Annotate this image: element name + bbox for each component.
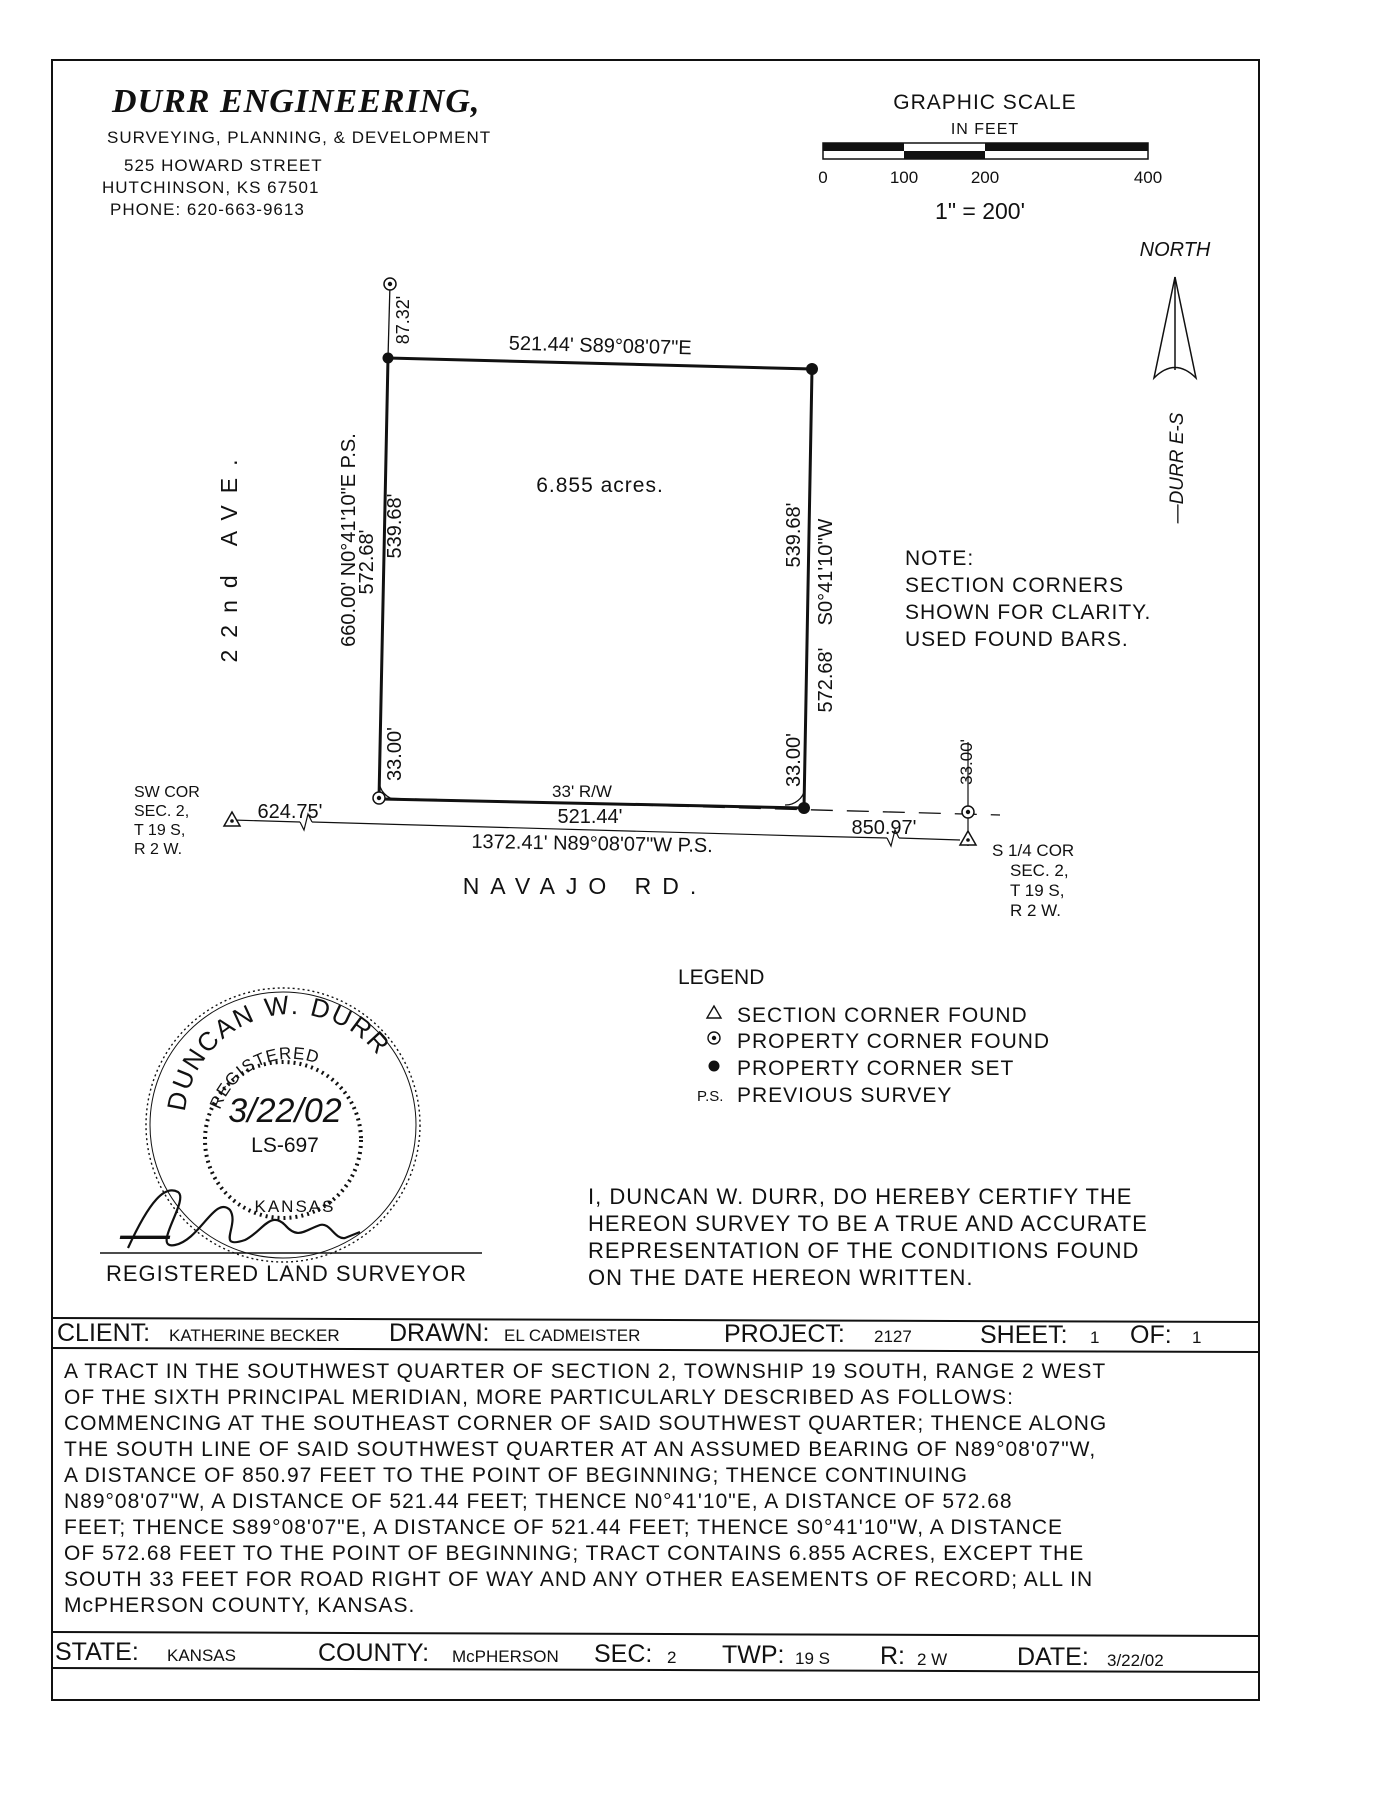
svg-text:NOTE:: NOTE:: [905, 547, 975, 570]
scale-units: IN FEET: [950, 121, 1020, 138]
scale-title: GRAPHIC SCALE: [893, 91, 1077, 114]
property-corner-found-marker: [962, 806, 974, 818]
seal-state: KANSAS: [254, 1197, 336, 1216]
svg-text:OF 572.68 FEET TO THE POINT OF: OF 572.68 FEET TO THE POINT OF BEGINNING; TRACT CONTAINS 6.855 ACRES, EXCEPT THE: [64, 1542, 1085, 1565]
range-value: 2 W: [917, 1650, 948, 1669]
west-row-label: 33.00': [384, 727, 406, 781]
state-value: KANSAS: [167, 1646, 236, 1665]
svg-text:A TRACT IN THE SOUTHWEST QUART: A TRACT IN THE SOUTHWEST QUARTER OF SECTION 2, TOWNSHIP 19 SOUTH, RANGE 2 WEST: [64, 1360, 1107, 1383]
client-label: CLIENT:: [57, 1319, 151, 1347]
section-corner-found-marker: [960, 831, 976, 845]
svg-text:McPHERSON COUNTY, KANSAS.: McPHERSON COUNTY, KANSAS.: [64, 1594, 416, 1617]
drawn-value: EL CADMEISTER: [504, 1326, 641, 1345]
svg-text:SOUTH 33 FEET FOR ROAD RIGHT O: SOUTH 33 FEET FOR ROAD RIGHT OF WAY AND ANY OTHER EASEMENTS OF RECORD; ALL IN: [64, 1568, 1094, 1591]
property-corner-set-marker: [806, 363, 818, 375]
scale-tick: 200: [970, 168, 1000, 187]
svg-text:ON THE DATE HEREON WRITTEN.: ON THE DATE HEREON WRITTEN.: [588, 1265, 974, 1290]
scale-tick: 0: [818, 168, 828, 187]
certification-statement: [588, 1184, 1148, 1290]
s14-row-label: 33.00': [957, 739, 976, 785]
seal-date: 3/22/02: [228, 1092, 342, 1130]
of-value: 1: [1192, 1328, 1202, 1347]
svg-text:SECTION CORNERS: SECTION CORNERS: [905, 574, 1125, 597]
svg-text:SEC. 2,: SEC. 2,: [1010, 861, 1069, 880]
parcel-boundary: [379, 358, 812, 808]
note-block: [905, 547, 1151, 651]
drawn-label: DRAWN:: [389, 1319, 490, 1347]
svg-text:COMMENCING AT THE SOUTHEAST CO: COMMENCING AT THE SOUTHEAST CORNER OF SAID SOUTHWEST QUARTER; THENCE ALONG: [64, 1412, 1108, 1435]
project-value: 2127: [874, 1327, 912, 1346]
property-corner-found-marker: [373, 792, 385, 804]
svg-text:S 1/4 COR: S 1/4 COR: [992, 841, 1075, 860]
twp-value: 19 S: [795, 1649, 830, 1668]
state-label: STATE:: [55, 1638, 139, 1666]
area-label: 6.855 acres.: [536, 474, 664, 497]
west-line-extension: [388, 284, 390, 358]
east-bearing-label: S0°41'10"W: [815, 518, 837, 626]
scale-ratio: 1" = 200': [935, 198, 1025, 224]
sec-value: 2: [667, 1648, 677, 1667]
sheet-value: 1: [1090, 1328, 1100, 1347]
sw-corner-label: [134, 784, 200, 858]
footer-rule: [52, 1632, 1259, 1636]
range-label: R:: [880, 1642, 905, 1670]
legend-title: LEGEND: [678, 966, 765, 989]
west-line-label: 660.00' N0°41'10"E P.S.: [338, 433, 360, 647]
surveyor-signature: —: [120, 1205, 170, 1261]
county-value: McPHERSON: [452, 1647, 559, 1666]
seal-registered: REGISTERED: [205, 1043, 322, 1112]
street-south-label: NAVAJO RD.: [462, 873, 708, 899]
property-corner-set-marker: [798, 802, 810, 814]
firm-address-1: 525 HOWARD STREET: [124, 156, 323, 175]
svg-text:T 19 S,: T 19 S,: [134, 822, 186, 839]
property-corner-found-marker: [384, 278, 396, 290]
date-label: DATE:: [1017, 1643, 1089, 1671]
east-total-label: 572.68': [815, 647, 837, 713]
west-inner-label: 539.68': [384, 493, 406, 559]
legend: [678, 966, 1050, 1107]
svg-text:REPRESENTATION OF THE CONDITIO: REPRESENTATION OF THE CONDITIONS FOUND: [588, 1238, 1140, 1263]
svg-text:THE SOUTH LINE OF SAID SOUTHWE: THE SOUTH LINE OF SAID SOUTHWEST QUARTER AT AN ASSUMED BEARING OF N89°08'07"W,: [64, 1438, 1097, 1461]
svg-text:N89°08'07"W, A DISTANCE OF 521: N89°08'07"W, A DISTANCE OF 521.44 FEET; THENCE N0°41'10"E, A DISTANCE OF 572.68: [64, 1490, 1013, 1513]
firm-name: DURR ENGINEERING,: [112, 83, 481, 120]
project-label: PROJECT:: [724, 1320, 845, 1348]
svg-text:R 2 W.: R 2 W.: [134, 841, 183, 858]
client-value: KATHERINE BECKER: [169, 1326, 340, 1345]
dot-icon: [709, 1061, 720, 1072]
county-label: COUNTY:: [318, 1639, 430, 1667]
scale-tick: 100: [889, 168, 919, 187]
svg-text:FEET; THENCE S89°08'07"E, A DI: FEET; THENCE S89°08'07"E, A DISTANCE OF 521.44 FEET; THENCE S0°41'10"W, A DISTANCE: [64, 1516, 1064, 1539]
section-corner-found-marker: [224, 812, 240, 826]
street-west-label: 22nd AVE.: [216, 447, 242, 663]
scale-bar-seg: [985, 143, 1148, 151]
firm-tagline: SURVEYING, PLANNING, & DEVELOPMENT: [107, 128, 492, 147]
legend-item-label: PROPERTY CORNER SET: [737, 1057, 1015, 1080]
svg-text:SEC. 2,: SEC. 2,: [134, 803, 190, 820]
scale-tick: 400: [1133, 168, 1163, 187]
scale-bar-seg: [823, 143, 904, 151]
legend-item-label: PREVIOUS SURVEY: [737, 1084, 953, 1107]
svg-text:HEREON SURVEY TO BE A TRUE AND: HEREON SURVEY TO BE A TRUE AND ACCURATE: [588, 1211, 1148, 1236]
s14-corner-label: [992, 841, 1074, 920]
west-line-sublabel: 572.68': [356, 529, 378, 595]
north-extension-label: 87.32': [393, 295, 413, 345]
footer-block: [55, 1638, 1164, 1671]
triangle-icon: [707, 1006, 721, 1018]
svg-text:I, DUNCAN W. DURR, DO HEREBY C: I, DUNCAN W. DURR, DO HEREBY CERTIFY THE: [588, 1184, 1133, 1209]
svg-text:SHOWN FOR CLARITY.: SHOWN FOR CLARITY.: [905, 601, 1152, 624]
surveyor-seal: [146, 988, 420, 1262]
legend-item-label: PROPERTY CORNER FOUND: [737, 1030, 1051, 1053]
east-row-label: 33.00': [783, 733, 805, 787]
title-block-rule: [52, 1318, 1259, 1322]
south-line-label: 521.44': [557, 806, 623, 828]
date-value: 3/22/02: [1107, 1651, 1164, 1670]
legend-item-label: SECTION CORNER FOUND: [737, 1004, 1028, 1027]
north-line-label: 521.44' S89°08'07"E: [508, 332, 692, 360]
legend-ps-symbol: P.S.: [697, 1088, 724, 1105]
south-total-label: 1372.41' N89°08'07"W P.S.: [471, 830, 713, 858]
title-block: [57, 1319, 1201, 1349]
graphic-scale: [818, 91, 1162, 224]
south-west-distance-label: 624.75': [257, 801, 323, 823]
south-east-distance-label: 850.97': [851, 817, 917, 839]
scale-bar-seg: [904, 151, 985, 159]
svg-text:SW COR: SW COR: [134, 784, 200, 801]
svg-text:R 2 W.: R 2 W.: [1010, 901, 1062, 920]
sec-label: SEC:: [594, 1640, 653, 1668]
of-label: OF:: [1130, 1321, 1172, 1349]
title-block-rule: [52, 1348, 1259, 1352]
twp-label: TWP:: [722, 1641, 785, 1669]
firm-address-2: HUTCHINSON, KS 67501: [102, 178, 320, 197]
svg-text:A DISTANCE OF 850.97 FEET TO T: A DISTANCE OF 850.97 FEET TO THE POINT OF BEGINNING; THENCE CONTINUING: [64, 1464, 968, 1487]
svg-text:T 19 S,: T 19 S,: [1010, 881, 1065, 900]
sheet-label: SHEET:: [980, 1321, 1068, 1349]
seal-license: LS-697: [251, 1134, 319, 1157]
seal-name: DUNCAN W. DURR: [160, 989, 397, 1114]
property-corner-set-marker: [383, 353, 394, 364]
svg-text:OF THE SIXTH PRINCIPAL MERIDIA: OF THE SIXTH PRINCIPAL MERIDIAN, MORE PARTICULARLY DESCRIBED AS FOLLOWS:: [64, 1386, 1014, 1409]
surveyor-caption: REGISTERED LAND SURVEYOR: [106, 1261, 468, 1286]
north-arrow: [1140, 239, 1211, 524]
svg-text:USED FOUND BARS.: USED FOUND BARS.: [905, 628, 1129, 651]
north-label: NORTH: [1139, 239, 1211, 261]
east-inner-label: 539.68': [783, 502, 805, 568]
firm-phone: PHONE: 620-663-9613: [110, 200, 305, 219]
row-label: 33' R/W: [552, 782, 612, 801]
legal-description: [64, 1360, 1107, 1617]
plat-drawing: [134, 278, 1074, 920]
north-vendor-label: —DURR E-S: [1167, 412, 1188, 524]
